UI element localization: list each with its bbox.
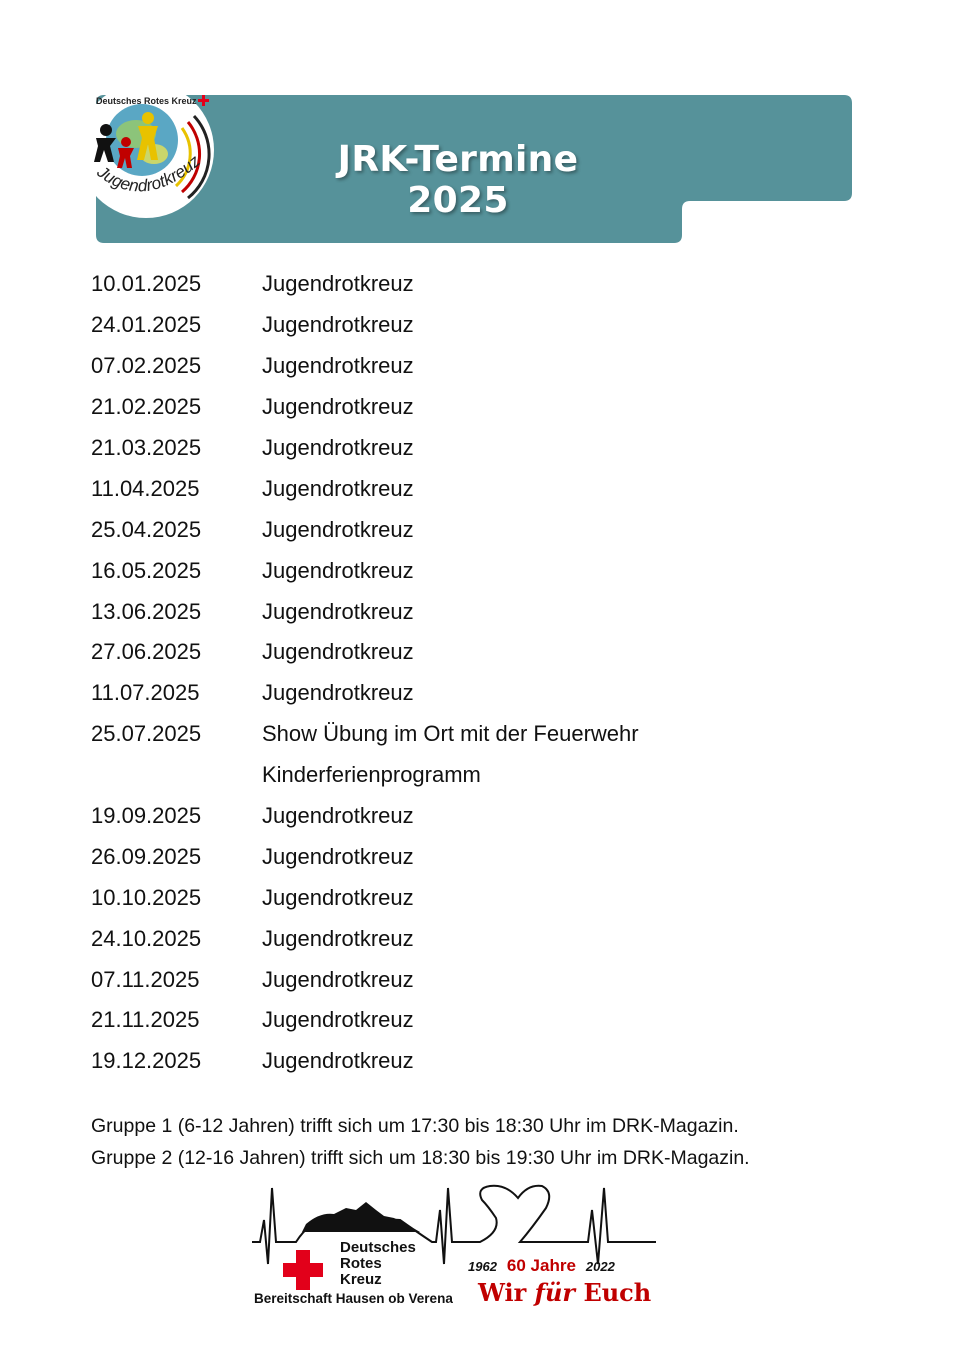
schedule-event: Jugendrotkreuz <box>262 353 414 379</box>
schedule-date: 16.05.2025 <box>91 557 202 583</box>
schedule-row <box>91 346 811 387</box>
schedule-event: Jugendrotkreuz <box>262 680 414 706</box>
footer-slogan: Wir für Euch <box>478 1278 652 1307</box>
schedule-event: Jugendrotkreuz <box>262 803 414 829</box>
schedule-row <box>91 1000 811 1041</box>
logo-org-text: Deutsches Rotes Kreuz <box>96 96 197 106</box>
schedule-date: 24.01.2025 <box>91 312 202 338</box>
schedule-row <box>91 1041 811 1082</box>
schedule-event: Jugendrotkreuz <box>262 966 414 992</box>
note-group-2: Gruppe 2 (12-16 Jahren) trifft sich um 18:30 bis 19:30 Uhr im DRK-Magazin. <box>91 1147 750 1169</box>
schedule-row <box>91 959 811 1000</box>
schedule-row <box>91 796 811 837</box>
schedule-event: Jugendrotkreuz <box>262 639 414 665</box>
schedule-event: Jugendrotkreuz <box>262 516 414 542</box>
schedule-event: Jugendrotkreuz <box>262 884 414 910</box>
schedule-event: Jugendrotkreuz <box>262 843 414 869</box>
schedule-date: 11.07.2025 <box>91 680 200 706</box>
schedule-event: Jugendrotkreuz <box>262 598 414 624</box>
schedule-date: 19.09.2025 <box>91 803 202 829</box>
footer-anniversary <box>468 1256 658 1276</box>
schedule-row <box>91 755 811 796</box>
schedule-row <box>91 550 811 591</box>
schedule-row <box>91 591 811 632</box>
footer-unit: Bereitschaft Hausen ob Verena <box>254 1291 453 1306</box>
schedule-row <box>91 468 811 509</box>
schedule-event: Jugendrotkreuz <box>262 435 414 460</box>
schedule-event: Jugendrotkreuz <box>262 557 414 583</box>
logo-arc-text <box>84 88 234 228</box>
schedule-row <box>91 836 811 877</box>
schedule-event: Kinderferienprogramm <box>262 762 481 788</box>
logo-arc-label: Jugendrotkreuz <box>93 151 204 196</box>
schedule-row <box>91 918 811 959</box>
schedule-event: Jugendrotkreuz <box>262 394 414 420</box>
schedule-event: Show Übung im Ort mit der Feuerwehr <box>262 721 639 747</box>
notes <box>91 1110 750 1174</box>
schedule-list <box>91 264 811 1082</box>
schedule-date: 25.07.2025 <box>91 721 202 747</box>
schedule-date: 24.10.2025 <box>91 925 202 951</box>
schedule-date: 10.01.2025 <box>91 271 202 297</box>
svg-text:Jugendrotkreuz <box>93 151 204 196</box>
schedule-event: Jugendrotkreuz <box>262 1007 414 1033</box>
schedule-event: Jugendrotkreuz <box>262 925 414 951</box>
schedule-event: Jugendrotkreuz <box>262 312 414 338</box>
note-group-1: Gruppe 1 (6-12 Jahren) trifft sich um 17:30 bis 18:30 Uhr im DRK-Magazin. <box>91 1115 739 1137</box>
schedule-date: 25.04.2025 <box>91 516 202 542</box>
schedule-date: 10.10.2025 <box>91 884 202 910</box>
schedule-event: Jugendrotkreuz <box>262 271 414 297</box>
schedule-row <box>91 305 811 346</box>
schedule-row <box>91 877 811 918</box>
schedule-date: 07.11.2025 <box>91 966 200 992</box>
footer-drk-name: Deutsches Rotes Kreuz <box>340 1239 416 1288</box>
schedule-date: 13.06.2025 <box>91 598 202 624</box>
schedule-date: 21.03.2025 <box>91 435 202 460</box>
footer-logo <box>250 1180 670 1310</box>
schedule-date: 27.06.2025 <box>91 639 202 665</box>
schedule-row <box>91 428 811 469</box>
schedule-date: 21.11.2025 <box>91 1007 200 1033</box>
schedule-row <box>91 673 811 714</box>
schedule-row <box>91 714 811 755</box>
schedule-event: Jugendrotkreuz <box>262 1048 414 1074</box>
year-end: 2022 <box>585 1259 615 1274</box>
schedule-date: 07.02.2025 <box>91 353 202 379</box>
anniversary-label: 60 Jahre <box>506 1256 576 1275</box>
schedule-date: 11.04.2025 <box>91 475 200 501</box>
page-title: JRK-Termine 2025 <box>337 139 579 221</box>
schedule-date: 26.09.2025 <box>91 843 202 869</box>
schedule-row <box>91 264 811 305</box>
schedule-row <box>91 387 811 428</box>
schedule-date: 21.02.2025 <box>91 394 202 420</box>
schedule-event: Jugendrotkreuz <box>262 475 414 501</box>
schedule-row <box>91 509 811 550</box>
year-start: 1962 <box>468 1259 497 1274</box>
schedule-row <box>91 632 811 673</box>
schedule-date: 19.12.2025 <box>91 1048 202 1074</box>
